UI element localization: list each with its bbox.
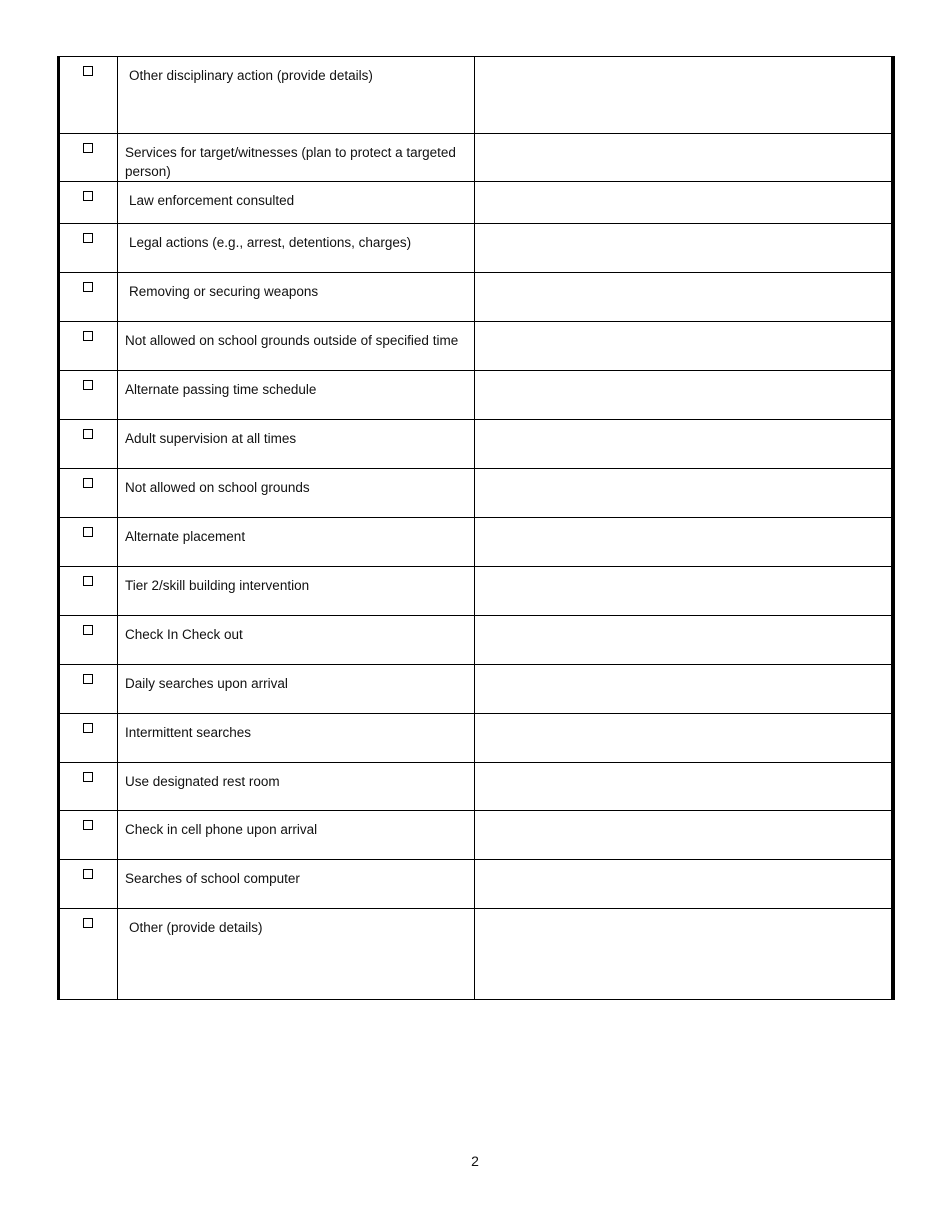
checkbox[interactable] <box>83 674 93 684</box>
checkbox[interactable] <box>83 869 93 879</box>
option-label: Not allowed on school grounds <box>118 469 475 518</box>
table-row <box>59 763 894 811</box>
details-field[interactable] <box>475 224 894 273</box>
checkbox-cell <box>59 134 118 182</box>
intervention-checklist-table <box>57 56 895 1000</box>
checklist-body <box>59 57 894 1000</box>
table-row <box>59 371 894 420</box>
details-field[interactable] <box>475 420 894 469</box>
checkbox[interactable] <box>83 820 93 830</box>
checkbox-cell <box>59 518 118 567</box>
details-field[interactable] <box>475 811 894 860</box>
table-row <box>59 469 894 518</box>
details-field[interactable] <box>475 273 894 322</box>
checkbox-cell <box>59 616 118 665</box>
checkbox-cell <box>59 763 118 811</box>
option-label: Daily searches upon arrival <box>118 665 475 714</box>
checkbox[interactable] <box>83 772 93 782</box>
option-label: Alternate placement <box>118 518 475 567</box>
option-label: Removing or securing weapons <box>118 273 475 322</box>
checkbox[interactable] <box>83 527 93 537</box>
details-field[interactable] <box>475 182 894 224</box>
checkbox[interactable] <box>83 429 93 439</box>
checkbox-cell <box>59 371 118 420</box>
checkbox[interactable] <box>83 191 93 201</box>
checkbox[interactable] <box>83 233 93 243</box>
table-row <box>59 909 894 1000</box>
checkbox[interactable] <box>83 625 93 635</box>
details-field[interactable] <box>475 909 894 1000</box>
option-label: Other (provide details) <box>118 909 475 1000</box>
checkbox[interactable] <box>83 478 93 488</box>
checkbox-cell <box>59 420 118 469</box>
table-row <box>59 714 894 763</box>
checkbox[interactable] <box>83 331 93 341</box>
option-label: Check In Check out <box>118 616 475 665</box>
table-row <box>59 567 894 616</box>
option-label: Legal actions (e.g., arrest, detentions, charges) <box>118 224 475 273</box>
option-label: Adult supervision at all times <box>118 420 475 469</box>
table-row <box>59 811 894 860</box>
checkbox[interactable] <box>83 576 93 586</box>
table-row <box>59 860 894 909</box>
details-field[interactable] <box>475 134 894 182</box>
table-row <box>59 420 894 469</box>
table-row <box>59 182 894 224</box>
option-label: Searches of school computer <box>118 860 475 909</box>
checkbox-cell <box>59 567 118 616</box>
checkbox-cell <box>59 273 118 322</box>
table-row <box>59 616 894 665</box>
table-row <box>59 518 894 567</box>
details-field[interactable] <box>475 616 894 665</box>
checkbox-cell <box>59 322 118 371</box>
table-row <box>59 57 894 134</box>
option-label: Check in cell phone upon arrival <box>118 811 475 860</box>
checkbox-cell <box>59 182 118 224</box>
option-label: Law enforcement consulted <box>118 182 475 224</box>
option-label: Tier 2/skill building intervention <box>118 567 475 616</box>
checkbox[interactable] <box>83 282 93 292</box>
checkbox-cell <box>59 57 118 134</box>
checkbox[interactable] <box>83 723 93 733</box>
table-row <box>59 224 894 273</box>
table-row <box>59 665 894 714</box>
table-row <box>59 134 894 182</box>
checkbox-cell <box>59 811 118 860</box>
table-row <box>59 322 894 371</box>
option-label: Intermittent searches <box>118 714 475 763</box>
details-field[interactable] <box>475 371 894 420</box>
details-field[interactable] <box>475 714 894 763</box>
checkbox-cell <box>59 714 118 763</box>
details-field[interactable] <box>475 57 894 134</box>
checkbox[interactable] <box>83 143 93 153</box>
table-row <box>59 273 894 322</box>
details-field[interactable] <box>475 322 894 371</box>
checkbox[interactable] <box>83 66 93 76</box>
checkbox-cell <box>59 909 118 1000</box>
option-label: Services for target/witnesses (plan to protect a targeted person) <box>118 134 475 182</box>
details-field[interactable] <box>475 860 894 909</box>
checkbox[interactable] <box>83 380 93 390</box>
details-field[interactable] <box>475 665 894 714</box>
details-field[interactable] <box>475 518 894 567</box>
checkbox-cell <box>59 224 118 273</box>
option-label: Alternate passing time schedule <box>118 371 475 420</box>
option-label: Not allowed on school grounds outside of specified time <box>118 322 475 371</box>
page-number: 2 <box>471 1153 479 1169</box>
checkbox-cell <box>59 860 118 909</box>
checkbox[interactable] <box>83 918 93 928</box>
checkbox-cell <box>59 665 118 714</box>
details-field[interactable] <box>475 567 894 616</box>
option-label: Use designated rest room <box>118 763 475 811</box>
checkbox-cell <box>59 469 118 518</box>
details-field[interactable] <box>475 763 894 811</box>
option-label: Other disciplinary action (provide details) <box>118 57 475 134</box>
details-field[interactable] <box>475 469 894 518</box>
